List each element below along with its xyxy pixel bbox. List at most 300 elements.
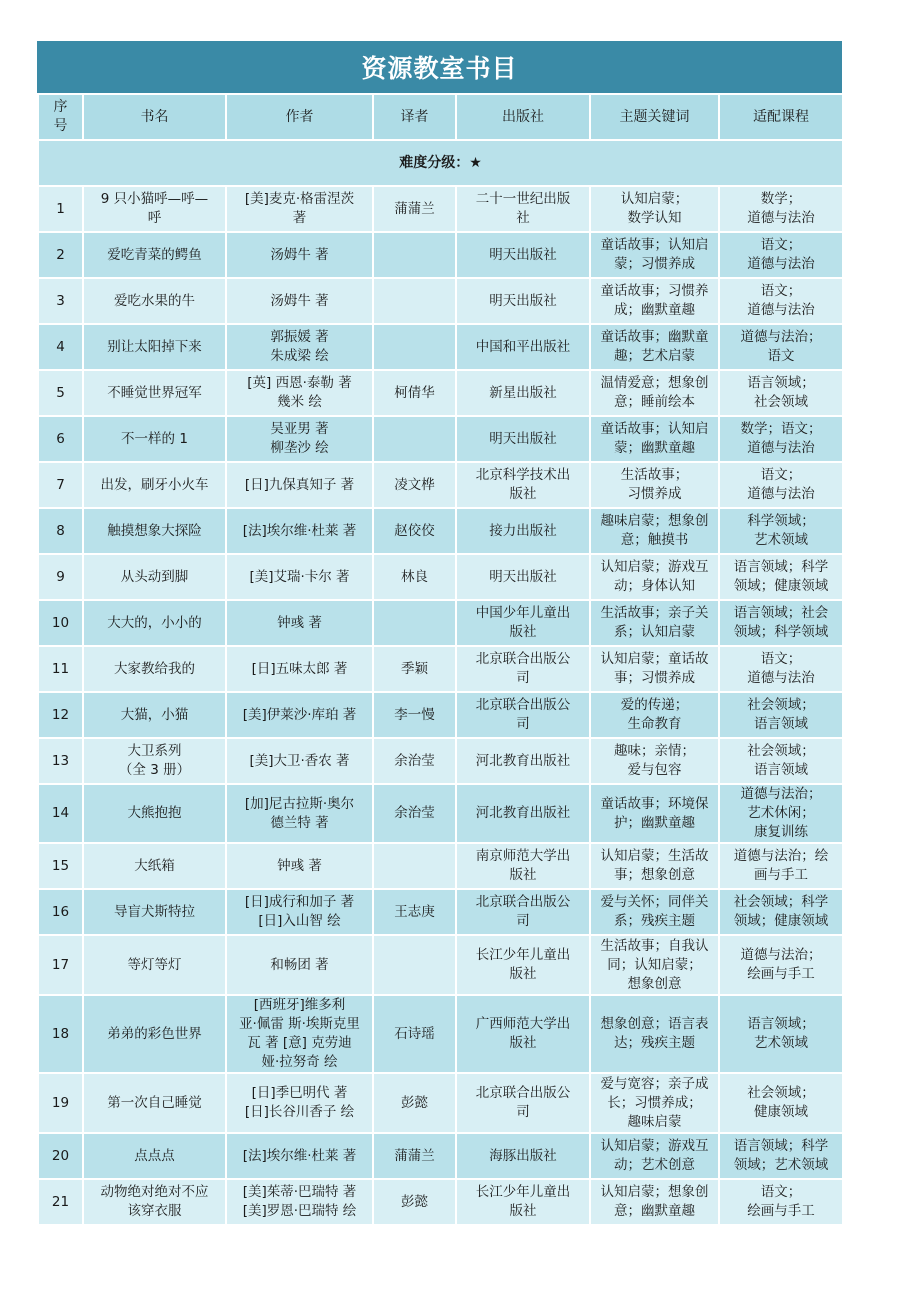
cell-publisher (456, 889, 590, 935)
cell-publisher (456, 278, 590, 324)
cell-title (83, 646, 226, 692)
cell-title-text: 出发，刷牙小火车 (100, 476, 209, 493)
cell-translator-text: 王志庚 (394, 903, 435, 920)
cell-publisher-text: 北京联合出版公 司 (475, 1085, 571, 1120)
cell-translator-text: 季颖 (401, 660, 428, 677)
cell-no-text: 13 (51, 752, 70, 769)
cell-title-text: 别让太阳掉下来 (107, 338, 202, 355)
cell-publisher (456, 416, 590, 462)
cell-author (226, 324, 373, 370)
cell-title-text: 大纸箱 (134, 857, 175, 874)
cell-author-text: 汤姆牛 著 (270, 292, 329, 309)
cell-courses-text: 语言领域；科学 领域；健康领域 (733, 559, 829, 594)
cell-courses-text: 社会领域； 语言领域 (747, 743, 815, 778)
cell-no (38, 232, 83, 278)
cell-publisher (456, 370, 590, 416)
cell-author (226, 889, 373, 935)
cell-courses (719, 889, 843, 935)
cell-courses (719, 738, 843, 784)
cell-translator (373, 995, 456, 1073)
cell-no-text: 7 (56, 476, 65, 493)
cell-courses-text: 数学； 道德与法治 (747, 191, 815, 226)
cell-translator (373, 462, 456, 508)
header-publisher: 出版社 (456, 94, 590, 140)
cell-keywords (590, 324, 719, 370)
cell-courses-text: 道德与法治； 语文 (740, 329, 822, 364)
cell-publisher-text: 南京师范大学出 版社 (475, 848, 571, 883)
cell-author (226, 600, 373, 646)
cell-author-text: 汤姆牛 著 (270, 246, 329, 263)
cell-translator (373, 324, 456, 370)
cell-author (226, 554, 373, 600)
cell-no-text: 2 (56, 246, 65, 263)
cell-keywords (590, 995, 719, 1073)
cell-translator (373, 186, 456, 232)
cell-title (83, 738, 226, 784)
cell-keywords (590, 1179, 719, 1225)
cell-publisher (456, 935, 590, 995)
cell-no (38, 1133, 83, 1179)
cell-courses (719, 784, 843, 843)
table-row (38, 370, 843, 416)
cell-translator (373, 1073, 456, 1133)
cell-courses (719, 508, 843, 554)
cell-author-text: [法]埃尔维·杜莱 著 (242, 1147, 357, 1164)
cell-translator (373, 278, 456, 324)
cell-courses (719, 554, 843, 600)
cell-title (83, 554, 226, 600)
cell-translator-text: 石诗瑶 (394, 1025, 435, 1042)
cell-keywords (590, 462, 719, 508)
cell-author-text: [日]五味太郎 著 (251, 660, 348, 677)
cell-courses (719, 278, 843, 324)
cell-author-text: [美]伊莱沙·库珀 著 (242, 706, 357, 723)
cell-courses (719, 600, 843, 646)
cell-translator-text: 林良 (401, 568, 428, 585)
cell-no (38, 692, 83, 738)
cell-translator-text: 蒲蒲兰 (394, 1147, 435, 1164)
cell-title (83, 784, 226, 843)
grade-label: 难度分级：★ (38, 140, 843, 186)
cell-title-text: 大家教给我的 (114, 660, 195, 677)
cell-author-text: 郭振媛 著 朱成梁 绘 (270, 329, 329, 364)
header-translator: 译者 (373, 94, 456, 140)
cell-author (226, 1179, 373, 1225)
cell-keywords (590, 692, 719, 738)
cell-title-text: 弟弟的彩色世界 (107, 1025, 202, 1042)
cell-translator (373, 889, 456, 935)
cell-author (226, 995, 373, 1073)
cell-author (226, 462, 373, 508)
cell-title-text: 大卫系列 （全 3 册） (118, 743, 191, 778)
cell-keywords (590, 843, 719, 889)
cell-translator-text: 彭懿 (401, 1094, 428, 1111)
cell-no-text: 17 (51, 956, 70, 973)
cell-publisher-text: 海豚出版社 (489, 1147, 557, 1164)
cell-title-text: 爱吃水果的牛 (114, 292, 195, 309)
cell-title (83, 1073, 226, 1133)
cell-translator-text: 李一慢 (394, 706, 435, 723)
cell-author (226, 738, 373, 784)
cell-title (83, 370, 226, 416)
cell-title (83, 416, 226, 462)
cell-courses-text: 语言领域； 社会领域 (747, 375, 815, 410)
cell-no (38, 370, 83, 416)
cell-translator (373, 1179, 456, 1225)
cell-courses-text: 数学；语文； 道德与法治 (740, 421, 822, 456)
cell-title (83, 600, 226, 646)
table-row (38, 646, 843, 692)
cell-no (38, 324, 83, 370)
cell-courses-text: 道德与法治； 绘画与手工 (740, 947, 822, 982)
cell-publisher (456, 692, 590, 738)
cell-keywords (590, 784, 719, 843)
cell-keywords-text: 温情爱意；想象创 意；睡前绘本 (600, 375, 709, 410)
cell-keywords (590, 370, 719, 416)
cell-translator (373, 935, 456, 995)
cell-courses-text: 科学领域； 艺术领域 (747, 513, 815, 548)
table-row (38, 462, 843, 508)
cell-title-text: 不一样的 1 (121, 430, 188, 447)
cell-no (38, 784, 83, 843)
table-row (38, 738, 843, 784)
cell-author (226, 646, 373, 692)
cell-title (83, 324, 226, 370)
cell-keywords (590, 232, 719, 278)
cell-publisher-text: 长江少年儿童出 版社 (475, 1184, 571, 1219)
cell-no-text: 21 (51, 1193, 70, 1210)
cell-translator (373, 692, 456, 738)
cell-translator-text: 赵佼佼 (394, 522, 435, 539)
cell-courses (719, 935, 843, 995)
cell-keywords (590, 416, 719, 462)
cell-courses-text: 语文； 绘画与手工 (747, 1184, 815, 1219)
cell-translator (373, 508, 456, 554)
cell-courses-text: 语言领域；科学 领域；艺术领域 (733, 1138, 829, 1173)
cell-no (38, 889, 83, 935)
cell-author (226, 416, 373, 462)
cell-title-text: 从头动到脚 (120, 568, 189, 585)
cell-title (83, 692, 226, 738)
table-row (38, 935, 843, 995)
header-title: 书名 (83, 94, 226, 140)
cell-keywords (590, 186, 719, 232)
cell-keywords-text: 童话故事；认知启 蒙；习惯养成 (600, 237, 709, 272)
cell-keywords (590, 1073, 719, 1133)
cell-courses (719, 186, 843, 232)
cell-no-text: 19 (51, 1094, 70, 1111)
table-row (38, 186, 843, 232)
cell-title-text: 不睡觉世界冠军 (107, 384, 202, 401)
cell-translator (373, 600, 456, 646)
cell-no-text: 10 (51, 614, 70, 631)
cell-title-text: 触摸想象大探险 (107, 522, 202, 539)
cell-author (226, 1133, 373, 1179)
cell-keywords-text: 生活故事； 习惯养成 (620, 467, 689, 502)
cell-no (38, 554, 83, 600)
cell-keywords-text: 认知启蒙；游戏互 动；身体认知 (600, 559, 709, 594)
cell-no-text: 20 (51, 1147, 70, 1164)
cell-keywords (590, 738, 719, 784)
cell-no (38, 1179, 83, 1225)
cell-keywords-text: 认知启蒙；生活故 事；想象创意 (600, 848, 709, 883)
cell-publisher-text: 明天出版社 (489, 430, 557, 447)
cell-courses (719, 843, 843, 889)
cell-publisher (456, 1133, 590, 1179)
cell-title (83, 508, 226, 554)
cell-author-text: [美]茱蒂·巴瑞特 著 [美]罗恩·巴瑞特 绘 (242, 1184, 357, 1219)
cell-title (83, 843, 226, 889)
cell-publisher-text: 明天出版社 (489, 292, 557, 309)
cell-keywords (590, 889, 719, 935)
cell-courses-text: 语言领域；社会 领域；科学领域 (733, 605, 829, 640)
cell-translator-text: 余治莹 (394, 805, 435, 821)
table-row (38, 692, 843, 738)
cell-author (226, 1073, 373, 1133)
cell-keywords-text: 童话故事；环境保 护；幽默童趣 (600, 795, 709, 831)
table-row (38, 278, 843, 324)
cell-title (83, 278, 226, 324)
cell-author-text: 钟彧 著 (277, 614, 322, 631)
cell-courses (719, 692, 843, 738)
cell-no-text: 8 (56, 522, 65, 539)
cell-translator (373, 1133, 456, 1179)
cell-author-text: [西班牙]维多利 亚·佩雷 斯·埃斯克里 瓦 著 [意] 克劳迪 娅·拉努奇 绘 (239, 997, 360, 1070)
cell-no-text: 15 (51, 857, 70, 874)
cell-courses-text: 语言领域； 艺术领域 (747, 1016, 815, 1051)
cell-no (38, 278, 83, 324)
cell-no-text: 5 (56, 384, 65, 401)
cell-title (83, 935, 226, 995)
cell-keywords-text: 生活故事；自我认 同；认知启蒙； 想象创意 (600, 937, 709, 992)
cell-keywords-text: 认知启蒙；童话故 事；习惯养成 (600, 651, 709, 686)
cell-no-text: 3 (56, 292, 65, 309)
header-row (38, 94, 843, 140)
table-row (38, 1179, 843, 1225)
cell-courses-text: 社会领域； 健康领域 (747, 1085, 815, 1120)
cell-translator (373, 416, 456, 462)
sheet-title: 资源教室书目 (37, 41, 842, 93)
cell-publisher-text: 河北教育出版社 (475, 752, 571, 769)
cell-author-text: [日]成行和加子 著 [日]入山智 绘 (244, 894, 355, 929)
cell-keywords (590, 278, 719, 324)
cell-publisher-text: 明天出版社 (489, 568, 557, 585)
cell-courses-text: 语文； 道德与法治 (747, 237, 815, 272)
table-row (38, 324, 843, 370)
cell-author-text: 钟彧 著 (277, 857, 322, 874)
cell-publisher (456, 784, 590, 843)
cell-publisher (456, 508, 590, 554)
cell-author-text: [加]尼古拉斯·奥尔 德兰特 著 (244, 795, 355, 831)
cell-keywords-text: 趣味；亲情； 爱与包容 (614, 743, 695, 778)
cell-publisher-text: 北京联合出版公 司 (475, 697, 571, 732)
cell-translator-text: 蒲蒲兰 (394, 200, 435, 217)
cell-courses (719, 324, 843, 370)
table-row (38, 1073, 843, 1133)
cell-author-text: [美]麦克·格雷涅茨 著 (244, 191, 355, 226)
table-row (38, 995, 843, 1073)
cell-title-text: 爱吃青菜的鳄鱼 (107, 246, 202, 263)
cell-publisher-text: 长江少年儿童出 版社 (475, 947, 571, 982)
header-courses: 适配课程 (719, 94, 843, 140)
cell-no-text: 4 (56, 338, 65, 355)
cell-publisher-text: 中国和平出版社 (475, 338, 571, 355)
cell-translator (373, 554, 456, 600)
cell-title (83, 1133, 226, 1179)
cell-keywords-text: 认知启蒙； 数学认知 (620, 191, 689, 226)
cell-keywords (590, 508, 719, 554)
cell-keywords-text: 想象创意；语言表 达；残疾主题 (600, 1016, 709, 1051)
cell-translator-text: 柯倩华 (394, 384, 435, 401)
cell-title-text: 大熊抱抱 (127, 805, 182, 821)
cell-courses (719, 646, 843, 692)
cell-keywords (590, 1133, 719, 1179)
cell-no-text: 12 (51, 706, 70, 723)
cell-title (83, 889, 226, 935)
cell-courses (719, 232, 843, 278)
cell-keywords (590, 554, 719, 600)
cell-no-text: 14 (51, 805, 70, 821)
cell-keywords-text: 爱与宽容；亲子成 长；习惯养成； 趣味启蒙 (600, 1075, 709, 1130)
cell-no (38, 186, 83, 232)
cell-author (226, 370, 373, 416)
cell-no (38, 508, 83, 554)
cell-no-text: 18 (51, 1025, 70, 1042)
cell-author-text: [美]大卫·香农 著 (249, 752, 350, 769)
cell-title-text: 动物绝对绝对不应 该穿衣服 (100, 1184, 209, 1219)
cell-publisher (456, 186, 590, 232)
cell-title-text: 大大的，小小的 (107, 614, 202, 631)
table-row (38, 843, 843, 889)
cell-translator (373, 738, 456, 784)
cell-publisher-text: 北京科学技术出 版社 (475, 467, 571, 502)
cell-publisher-text: 接力出版社 (489, 522, 557, 539)
cell-keywords-text: 趣味启蒙；想象创 意；触摸书 (600, 513, 709, 548)
cell-publisher (456, 1073, 590, 1133)
cell-keywords (590, 935, 719, 995)
cell-publisher-text: 广西师范大学出 版社 (475, 1016, 571, 1051)
header-author: 作者 (226, 94, 373, 140)
cell-author-text: [美]艾瑞·卡尔 著 (249, 568, 350, 585)
cell-no (38, 646, 83, 692)
cell-publisher (456, 1179, 590, 1225)
table-row (38, 600, 843, 646)
cell-courses (719, 1179, 843, 1225)
cell-translator-text: 凌文桦 (394, 476, 435, 493)
cell-publisher (456, 646, 590, 692)
cell-keywords-text: 童话故事；习惯养 成；幽默童趣 (600, 283, 709, 318)
cell-keywords-text: 生活故事；亲子关 系；认知启蒙 (600, 605, 709, 640)
table-row (38, 416, 843, 462)
cell-courses-text: 语文； 道德与法治 (747, 651, 815, 686)
cell-publisher (456, 554, 590, 600)
cell-publisher (456, 738, 590, 784)
cell-author (226, 278, 373, 324)
cell-keywords-text: 童话故事；幽默童 趣；艺术启蒙 (600, 329, 709, 364)
cell-title (83, 995, 226, 1073)
cell-author-text: 和畅团 著 (270, 956, 329, 973)
cell-no (38, 738, 83, 784)
cell-no (38, 843, 83, 889)
cell-translator (373, 784, 456, 843)
cell-author-text: [日]九保真知子 著 (244, 476, 355, 493)
cell-title-text: 大猫，小猫 (120, 706, 189, 723)
cell-title (83, 1179, 226, 1225)
grade-row (38, 140, 843, 186)
cell-keywords (590, 646, 719, 692)
cell-title-text: 9 只小猫呼—呼— 呼 (100, 191, 209, 226)
cell-publisher (456, 600, 590, 646)
cell-author (226, 232, 373, 278)
cell-translator-text: 彭懿 (401, 1193, 428, 1210)
cell-courses (719, 995, 843, 1073)
cell-no (38, 416, 83, 462)
cell-keywords-text: 认知启蒙；想象创 意；幽默童趣 (600, 1184, 709, 1219)
cell-courses-text: 道德与法治； 艺术休闲； 康复训练 (740, 786, 822, 840)
header-no: 序 号 (38, 94, 83, 140)
cell-courses-text: 社会领域； 语言领域 (747, 697, 815, 732)
cell-keywords (590, 600, 719, 646)
cell-translator-text: 余治莹 (394, 752, 435, 769)
cell-no (38, 935, 83, 995)
cell-publisher (456, 324, 590, 370)
cell-publisher (456, 843, 590, 889)
cell-courses (719, 462, 843, 508)
cell-no-text: 6 (56, 430, 65, 447)
cell-no-text: 11 (51, 660, 70, 677)
cell-author (226, 692, 373, 738)
table-row (38, 889, 843, 935)
cell-publisher-text: 中国少年儿童出 版社 (475, 605, 571, 640)
table-row (38, 232, 843, 278)
cell-courses (719, 370, 843, 416)
cell-no (38, 600, 83, 646)
cell-courses (719, 416, 843, 462)
cell-keywords-text: 童话故事；认知启 蒙；幽默童趣 (600, 421, 709, 456)
cell-publisher-text: 二十一世纪出版 社 (475, 191, 571, 226)
cell-author-text: [日]季巳明代 著 [日]长谷川香子 绘 (244, 1085, 355, 1120)
table-row (38, 508, 843, 554)
cell-author (226, 843, 373, 889)
cell-author (226, 508, 373, 554)
book-list-sheet (37, 41, 842, 1226)
cell-author (226, 186, 373, 232)
cell-no-text: 1 (56, 200, 65, 217)
cell-keywords-text: 爱的传递； 生命教育 (620, 697, 689, 732)
cell-author-text: [法]埃尔维·杜莱 著 (242, 522, 357, 539)
cell-title (83, 232, 226, 278)
table-row (38, 1133, 843, 1179)
cell-publisher-text: 明天出版社 (489, 246, 557, 263)
cell-author (226, 935, 373, 995)
cell-publisher-text: 新星出版社 (489, 384, 557, 401)
book-table (37, 93, 844, 1226)
cell-keywords-text: 认知启蒙；游戏互 动；艺术创意 (600, 1138, 709, 1173)
cell-title-text: 等灯等灯 (127, 956, 182, 973)
cell-title-text: 点点点 (134, 1147, 175, 1164)
cell-courses (719, 1133, 843, 1179)
header-keywords: 主题关键词 (590, 94, 719, 140)
cell-publisher (456, 462, 590, 508)
cell-no (38, 1073, 83, 1133)
cell-courses-text: 道德与法治；绘 画与手工 (733, 848, 829, 883)
cell-no-text: 9 (56, 568, 65, 585)
table-row (38, 554, 843, 600)
cell-translator (373, 232, 456, 278)
cell-publisher (456, 232, 590, 278)
cell-courses-text: 语文； 道德与法治 (747, 283, 815, 318)
cell-publisher-text: 河北教育出版社 (475, 805, 571, 821)
